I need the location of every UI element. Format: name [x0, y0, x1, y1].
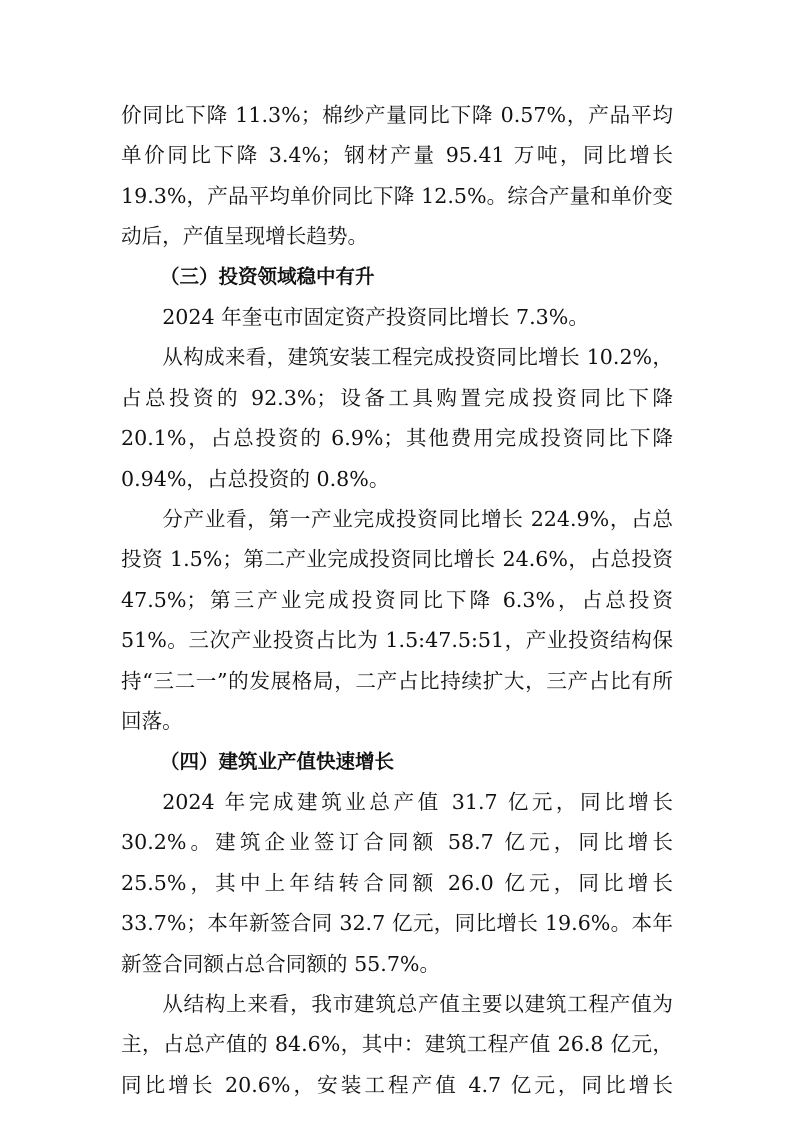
- section-heading-construction: （四）建筑业产值快速增长: [160, 749, 395, 773]
- section-heading-investment: （三）投资领域稳中有升: [160, 264, 375, 288]
- paragraph-construction-output: 2024 年完成建筑业总产值 31.7 亿元，同比增长 30.2%。建筑企业签订合同额 58.7 亿元，同比增长 25.5%，其中上年结转合同额 26.0 亿元，同比增长 33.7%；本年新签合同 32.7 亿元，同比增长 19.6%。本年新签合同额占总合同额的 55.7%。: [121, 789, 673, 976]
- paragraph-investment-total: 2024 年奎屯市固定资产投资同比增长 7.3%。: [162, 305, 589, 330]
- paragraph-investment-industry: 分产业看，第一产业完成投资同比增长 224.9%，占总投资 1.5%；第二产业完成投资同比增长 24.6%，占总投资 47.5%；第三产业完成投资同比下降 6.3%，占总投资 51%。三次产业投资占比为 1.5:47.5:51，产业投资结构保持“三二一”的发展格局，二产占比持续扩大，三产占比有所回落。: [121, 507, 673, 734]
- paragraph-construction-structure: 从结构上来看，我市建筑总产值主要以建筑工程产值为主，占总产值的 84.6%，其中：建筑工程产值 26.8 亿元，同比增长 20.6%，安装工程产值 4.7 亿元，同比增长: [121, 991, 673, 1097]
- paragraph-continued: 价同比下降 11.3%；棉纱产量同比下降 0.57%，产品平均单价同比下降 3.4%；钢材产量 95.41 万吨，同比增长 19.3%，产品平均单价同比下降 12.5%。综合产量和单价变动后，产值呈现增长趋势。: [121, 103, 673, 249]
- paragraph-investment-composition: 从构成来看，建筑安装工程完成投资同比增长 10.2%，占总投资的 92.3%；设备工具购置完成投资同比下降 20.1%，占总投资的 6.9%；其他费用完成投资同比下降 0.94%，占总投资的 0.8%。: [121, 345, 673, 491]
- body-text: [121, 95, 673, 1105]
